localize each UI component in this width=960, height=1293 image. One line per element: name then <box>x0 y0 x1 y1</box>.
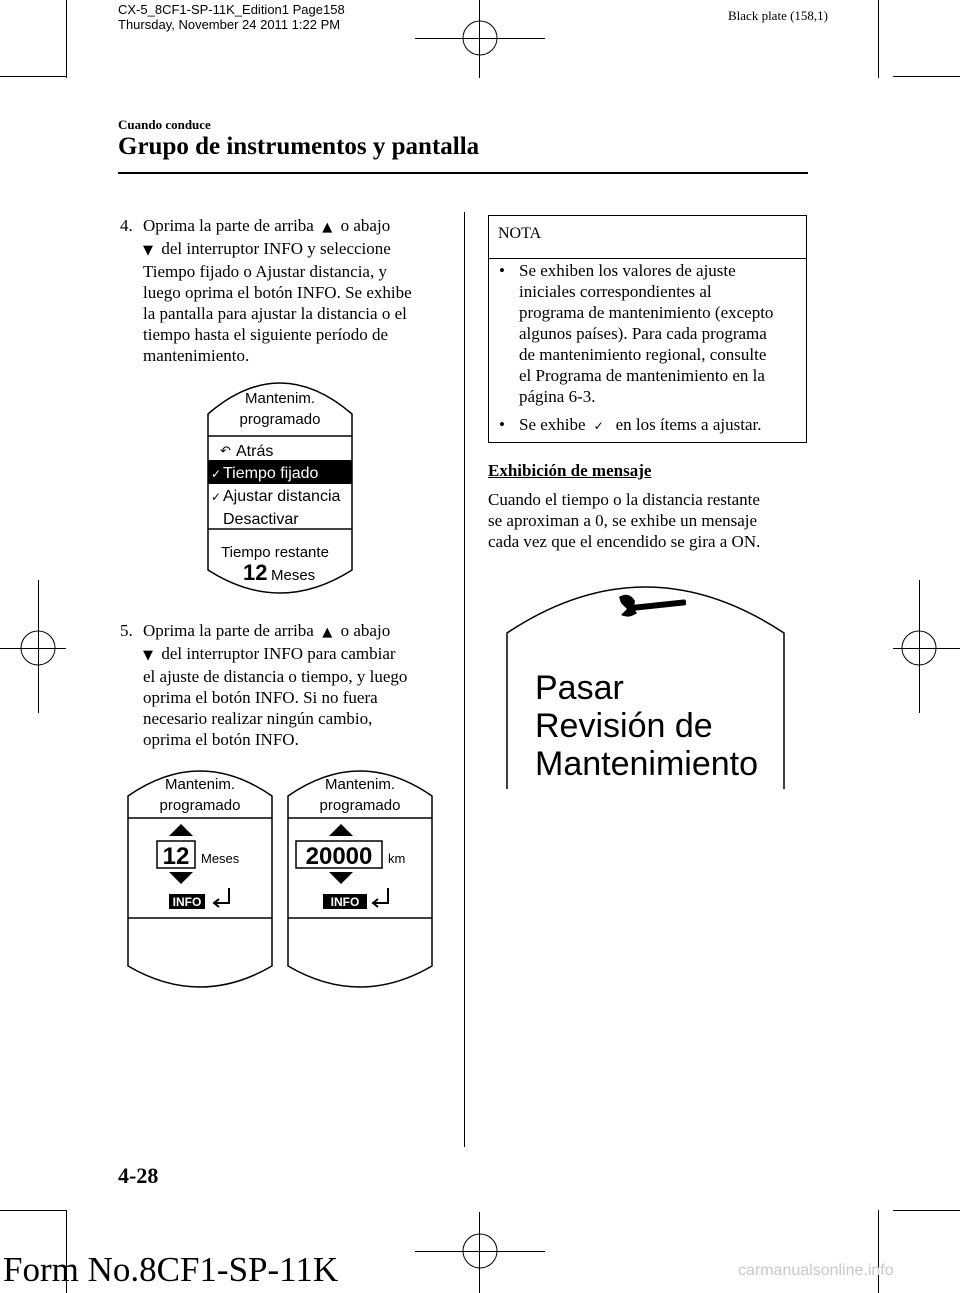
remaining-label: Tiempo restante <box>221 544 329 561</box>
triangle-down-icon: ▼ <box>143 243 158 258</box>
title-rule <box>118 172 808 174</box>
menu-display <box>200 378 360 602</box>
menu-item-back: Atrás <box>236 443 274 460</box>
svg-text:programado: programado <box>159 797 241 814</box>
months-value: 12 <box>162 843 190 870</box>
file-line: CX-5_8CF1-SP-11K_Edition1 Page158 <box>118 2 345 17</box>
date-line: Thursday, November 24 2011 1:22 PM <box>118 17 341 32</box>
menu-title-2: programado <box>239 411 321 428</box>
km-display <box>285 766 435 992</box>
step-5: 5. Oprima la parte de arriba ▲ o abajo ▼ del interruptor INFO para cambiar el ajuste de distancia o tiempo, y luego oprima el botón INFO. Si no fuera necesario realizar ningún cambio, oprima el botón INFO. <box>120 621 408 749</box>
watermark-text: carmanualsonline.info <box>738 1262 894 1279</box>
km-value: 20000 <box>305 843 373 870</box>
maintenance-message-display <box>503 585 788 790</box>
remaining-unit: Meses <box>271 567 316 584</box>
check-icon: ✓ <box>589 419 612 433</box>
info-badge: INFO <box>172 895 202 909</box>
note-item-2: • Se exhibe ✓ en los ítems a ajustar. <box>499 415 762 434</box>
note-item-1: • Se exhiben los valores de ajuste iniciales correspondientes al programa de mantenimiento (excepto algunos países). Para cada programa de mantenimiento regional, consulte el Programa de mantenimiento en la página 6-3. <box>499 261 774 406</box>
months-unit: Meses <box>201 851 240 866</box>
section-label: Cuando conduce <box>118 117 211 132</box>
print-header <box>118 2 345 32</box>
page-number: 4-28 <box>118 1163 159 1188</box>
message-line-2: Revisión de <box>535 707 713 745</box>
back-arrow-icon: ↶ <box>220 443 231 458</box>
message-text: Cuando el tiempo o la distancia restante se aproximan a 0, se exhibe un mensaje cada vez que el encendido se gira a ON. <box>488 490 761 551</box>
note-box <box>488 215 807 443</box>
column-divider <box>464 212 465 1147</box>
check-icon: ✓ <box>211 490 222 504</box>
step-4: 4. Oprima la parte de arriba ▲ o abajo ▼ del interruptor INFO y seleccione Tiempo fijado o Ajustar distancia, y luego oprima el botón INFO. Se exhibe la pantalla para ajustar la distancia o el tiempo hasta el siguiente período de mantenimiento. <box>120 216 412 365</box>
menu-item-disable: Desactivar <box>223 511 299 528</box>
triangle-up-icon: ▲ <box>318 625 337 640</box>
message-heading: Exhibición de mensaje <box>488 461 652 480</box>
check-icon: ✓ <box>211 467 222 481</box>
km-unit: km <box>388 851 406 866</box>
message-line-1: Pasar <box>535 669 624 707</box>
remaining-value: 12 <box>243 560 268 585</box>
bullet-icon: • <box>499 261 505 280</box>
svg-text:Mantenim.: Mantenim. <box>164 776 236 793</box>
chapter-title: Grupo de instrumentos y pantalla <box>118 133 480 160</box>
wrench-icon <box>619 595 686 617</box>
step-number: 4. <box>120 216 133 235</box>
triangle-up-icon <box>169 824 193 836</box>
step-number: 5. <box>120 621 133 640</box>
message-line-3: Mantenimiento <box>535 745 759 783</box>
form-number: Form No.8CF1-SP-11K <box>3 1250 339 1289</box>
triangle-up-icon <box>329 824 353 836</box>
menu-title-1: Mantenim. <box>244 390 316 407</box>
svg-text:Mantenim.: Mantenim. <box>324 776 396 793</box>
menu-item-distance: Ajustar distancia <box>223 488 341 505</box>
svg-text:programado: programado <box>319 797 401 814</box>
menu-item-time: Tiempo fijado <box>223 465 319 482</box>
note-title: NOTA <box>498 225 542 242</box>
triangle-down-icon: ▼ <box>143 648 158 663</box>
triangle-up-icon: ▲ <box>318 220 337 235</box>
info-badge: INFO <box>330 895 360 909</box>
bullet-icon: • <box>499 415 505 434</box>
triangle-down-icon <box>329 872 353 884</box>
plate-label: Black plate (158,1) <box>728 8 828 23</box>
months-display <box>125 766 275 992</box>
triangle-down-icon <box>169 872 193 884</box>
